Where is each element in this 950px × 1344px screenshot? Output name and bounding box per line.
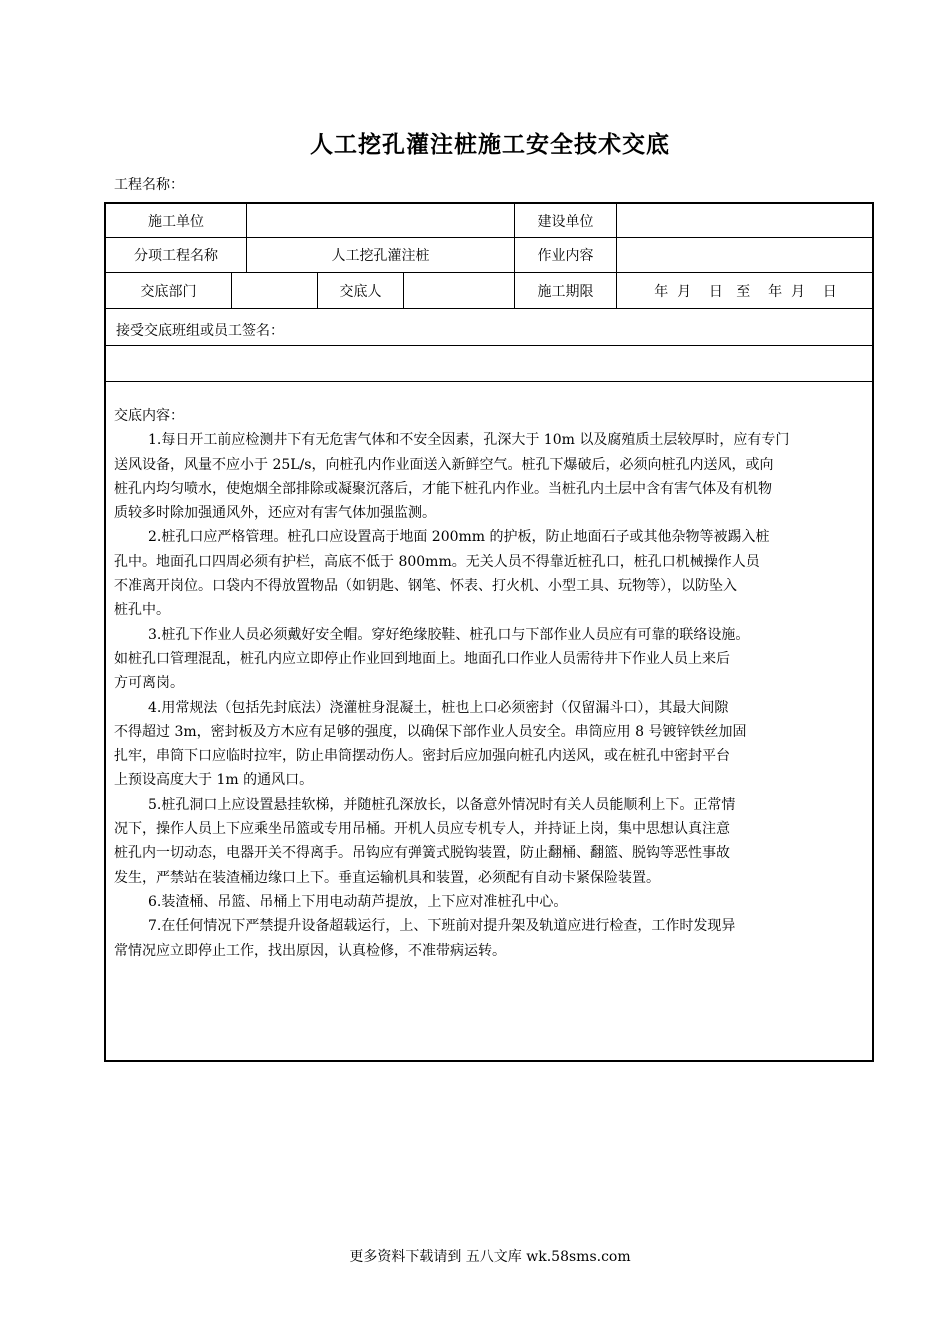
row-divider xyxy=(106,345,874,346)
footer-text: 更多资料下载请到 五八文库 wk.58sms.com xyxy=(349,1249,631,1265)
sub-project-value[interactable]: 人工挖孔灌注桩 xyxy=(331,248,430,264)
sub-project-label: 分项工程名称 xyxy=(134,248,218,264)
owner-unit-value[interactable] xyxy=(617,204,874,237)
handover-content xyxy=(114,404,866,963)
construction-unit-value[interactable] xyxy=(247,204,514,237)
handover-person-label: 交底人 xyxy=(339,283,382,300)
owner-unit-label: 建设单位 xyxy=(537,213,594,230)
period-value[interactable]: 年 月 日 至 年 月 日 xyxy=(654,283,837,300)
content-paragraph: 2.桩孔口应严格管理。桩孔口应设置高于地面 200mm 的护板，防止地面石子或其他杂物等被踢入桩 孔中。地面孔口四周必须有护栏，高底不低于 800mm。无关人员不得靠近桩孔口，桩孔口机械操作人员 不准离开岗位。口袋内不得放置物品（如钥匙、钢笔、怀表、打火机、小型工具、玩物等），以防坠入 桩孔中。 xyxy=(114,529,770,619)
period-label: 施工期限 xyxy=(537,283,594,300)
content-paragraph: 3.桩孔下作业人员必须戴好安全帽。穿好绝缘胶鞋、桩孔口与下部作业人员应有可靠的联络设施。 如桩孔口管理混乱，桩孔内应立即停止作业回到地面上。地面孔口作业人员需待井下作业人员上来后 方可离岗。 xyxy=(114,626,750,692)
document-title: 人工挖孔灌注桩施工安全技术交底 xyxy=(310,131,670,158)
handover-form-table xyxy=(104,202,874,1062)
row-divider xyxy=(106,308,874,309)
content-paragraph: 7.在任何情况下严禁提升设备超载运行，上、下班前对提升架及轨道应进行检查，工作时发现异 常情况应立即停止工作，找出原因，认真检修，不准带病运转。 xyxy=(114,918,736,959)
content-paragraph: 1.每日开工前应检测井下有无危害气体和不安全因素，孔深大于 10m 以及腐殖质土层较厚时，应有专门 送风设备，风量不应小于 25L/s，向桩孔内作业面送入新鲜空气。桩孔下爆破后，必须向桩孔内送风，或向 桩孔内均匀喷水，使炮烟全部排除或凝聚沉落后，才能下桩孔内作业。当桩孔内土层中含有害气体及有机物 质较多时除加强通风外，还应对有害气体加强监测。 xyxy=(114,432,790,522)
row-divider xyxy=(106,381,874,382)
work-content-value[interactable] xyxy=(617,238,874,272)
content-paragraph: 4.用常规法（包括先封底法）浇灌桩身混凝土，桩也上口必须密封（仅留漏斗口），其最大间隙 不得超过 3m，密封板及方木应有足够的强度，以确保下部作业人员安全。串筒应用 8 号镀锌铁丝加固 扎牢，串筒下口应临时拉牢，防止串筒摆动伤人。密封后应加强向桩孔内送风，或在桩孔中密封平台 上预设高度大于 1m 的通风口。 xyxy=(114,699,747,789)
content-heading: 交底内容： xyxy=(114,408,184,424)
work-content-label: 作业内容 xyxy=(537,248,594,264)
signature-label: 接受交底班组或员工签名： xyxy=(116,323,284,339)
handover-person-value[interactable] xyxy=(404,273,514,308)
handover-dept-value[interactable] xyxy=(232,273,317,308)
construction-unit-label: 施工单位 xyxy=(148,213,204,230)
handover-dept-label: 交底部门 xyxy=(140,283,197,300)
content-paragraph: 6.装渣桶、吊篮、吊桶上下用电动葫芦提放，上下应对准桩孔中心。 xyxy=(148,893,568,910)
content-paragraph: 5.桩孔洞口上应设置悬挂软梯，并随桩孔深放长，以备意外情况时有关人员能顺利上下。正常情 况下，操作人员上下应乘坐吊篮或专用吊桶。开机人员应专机专人，并持证上岗，集中思想认真注意 桩孔内一切动态，电器开关不得离手。吊钩应有弹簧式脱钩装置，防止翻桶、翻篮、脱钩等恶性事故 发生，严禁站在装渣桶边缘口上下。垂直运输机具和装置，必须配有自动卡紧保险装置。 xyxy=(114,796,736,886)
project-name-label: 工程名称： xyxy=(114,177,184,193)
